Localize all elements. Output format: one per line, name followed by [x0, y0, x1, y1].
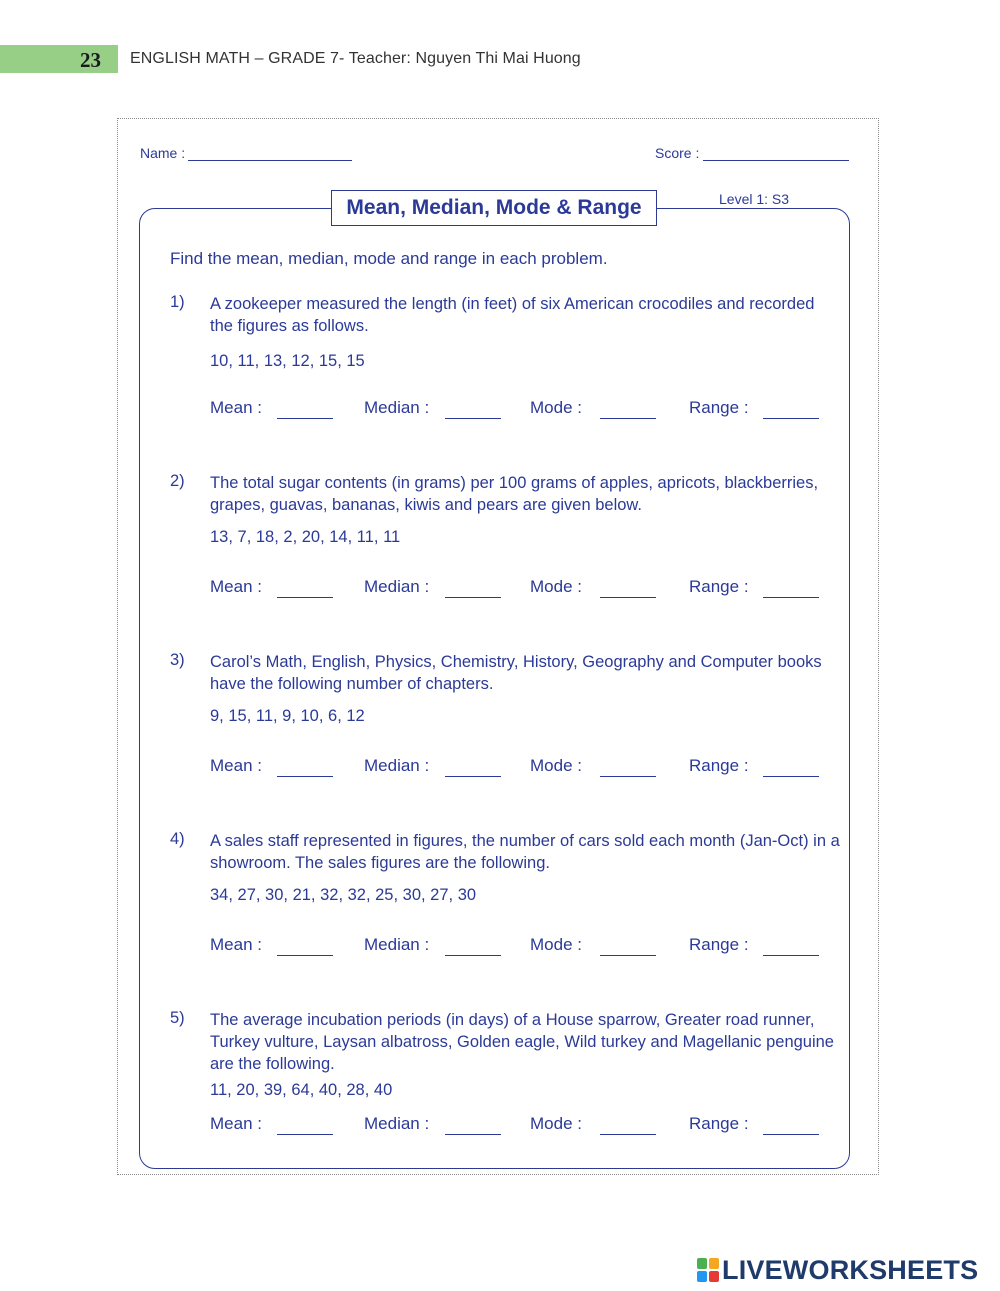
mean-label: Mean :: [210, 577, 262, 596]
logo-square: [709, 1271, 719, 1282]
problem-data: 10, 11, 13, 12, 15, 15: [210, 352, 365, 370]
mean-label: Mean :: [210, 1114, 262, 1133]
mode-answer-blank[interactable]: [600, 955, 656, 956]
median-label: Median :: [364, 1114, 430, 1133]
mode-answer-blank[interactable]: [600, 1134, 656, 1135]
mean-label: Mean :: [210, 756, 262, 775]
median-label: Median :: [364, 756, 430, 775]
problem-text: Carol’s Math, English, Physics, Chemistry, History, Geography and Computer books have the following number of chapters.: [210, 653, 822, 693]
range-answer-blank[interactable]: [763, 418, 819, 419]
median-answer-blank[interactable]: [445, 418, 501, 419]
answer-row: [0, 935, 1000, 959]
answer-row: [0, 756, 1000, 780]
mode-label: Mode :: [530, 935, 582, 954]
answer-row: [0, 1114, 1000, 1138]
answer-row: [0, 577, 1000, 601]
median-answer-blank[interactable]: [445, 776, 501, 777]
mean-label: Mean :: [210, 935, 262, 954]
header-title: ENGLISH MATH – GRADE 7- Teacher: Nguyen Thi Mai Huong: [130, 50, 581, 67]
problem-number: 4): [170, 830, 185, 848]
median-label: Median :: [364, 935, 430, 954]
liveworksheets-logo-icon: [697, 1258, 719, 1282]
logo-text: LIVEWORKSHEETS: [722, 1254, 979, 1285]
problem-data: 13, 7, 18, 2, 20, 14, 11, 11: [210, 528, 401, 546]
range-label: Range :: [689, 935, 749, 954]
mode-answer-blank[interactable]: [600, 418, 656, 419]
range-label: Range :: [689, 577, 749, 596]
problem-text: The average incubation periods (in days) of a House sparrow, Greater road runner, Turkey vulture, Laysan albatross, Golden eagle, Wild turkey and Magellanic penguine are the following.: [210, 1011, 834, 1073]
mean-answer-blank[interactable]: [277, 776, 333, 777]
problem-data: 11, 20, 39, 64, 40, 28, 40: [210, 1081, 393, 1099]
logo-square: [697, 1271, 707, 1282]
range-answer-blank[interactable]: [763, 955, 819, 956]
mode-answer-blank[interactable]: [600, 776, 656, 777]
problem-data: 9, 15, 11, 9, 10, 6, 12: [210, 707, 365, 725]
answer-row: [0, 398, 1000, 422]
name-input-line[interactable]: [188, 160, 352, 161]
mean-label: Mean :: [210, 398, 262, 417]
mode-label: Mode :: [530, 577, 582, 596]
median-label: Median :: [364, 577, 430, 596]
range-answer-blank[interactable]: [763, 776, 819, 777]
median-answer-blank[interactable]: [445, 597, 501, 598]
problem-text: The total sugar contents (in grams) per 100 grams of apples, apricots, blackberries, grapes, guavas, bananas, kiwis and pears are given below.: [210, 474, 819, 514]
mode-label: Mode :: [530, 1114, 582, 1133]
range-label: Range :: [689, 1114, 749, 1133]
mean-answer-blank[interactable]: [277, 418, 333, 419]
problem-number: 1): [170, 293, 185, 311]
score-label: Score :: [655, 145, 700, 161]
page-number: 23: [80, 48, 101, 72]
problem-data: 34, 27, 30, 21, 32, 32, 25, 30, 27, 30: [210, 886, 477, 904]
liveworksheets-logo[interactable]: [697, 1255, 978, 1285]
mean-answer-blank[interactable]: [277, 1134, 333, 1135]
score-input-line[interactable]: [703, 160, 849, 161]
range-label: Range :: [689, 398, 749, 417]
range-label: Range :: [689, 756, 749, 775]
problem-number: 3): [170, 651, 185, 669]
logo-square: [697, 1258, 707, 1269]
problem-number: 5): [170, 1009, 185, 1027]
median-label: Median :: [364, 398, 430, 417]
logo-square: [709, 1258, 719, 1269]
name-label: Name :: [140, 145, 186, 161]
problem-text: A zookeeper measured the length (in feet) of six American crocodiles and recorded the figures as follows.: [210, 295, 815, 335]
mode-label: Mode :: [530, 756, 582, 775]
median-answer-blank[interactable]: [445, 955, 501, 956]
level-label: Level 1: S3: [719, 191, 790, 207]
problem-text: A sales staff represented in figures, the number of cars sold each month (Jan-Oct) in a showroom. The sales figures are the following.: [210, 832, 840, 872]
problem-number: 2): [170, 472, 185, 490]
mode-label: Mode :: [530, 398, 582, 417]
range-answer-blank[interactable]: [763, 597, 819, 598]
range-answer-blank[interactable]: [763, 1134, 819, 1135]
mode-answer-blank[interactable]: [600, 597, 656, 598]
instructions: Find the mean, median, mode and range in each problem.: [170, 249, 608, 268]
mean-answer-blank[interactable]: [277, 955, 333, 956]
mean-answer-blank[interactable]: [277, 597, 333, 598]
worksheet-title: Mean, Median, Mode & Range: [331, 190, 657, 226]
median-answer-blank[interactable]: [445, 1134, 501, 1135]
